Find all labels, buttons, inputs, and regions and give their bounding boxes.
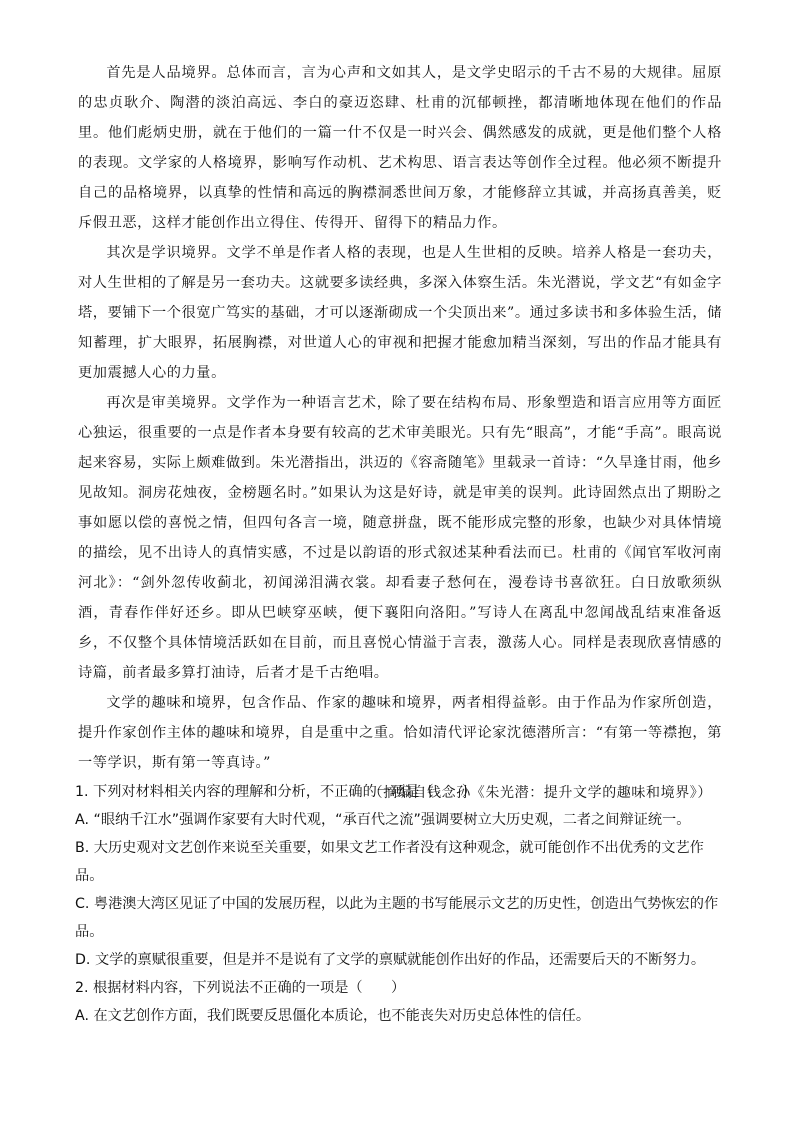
question-1-stem: 1. 下列对材料相关内容的理解和分析，不正确的一项是（ ）: [75, 784, 477, 800]
essay-source-citation: （摘编自钱念孙《朱光潜：提升文学的趣味和境界》）: [368, 785, 712, 801]
essay-paragraph-conclusion: 文学的趣味和境界，包含作品、作家的趣味和境界，两者相得益彰。由于作品为作家所创造，提升作家创作主体的趣味和境界，自是重中之重。恰如清代评论家沈德潜所言：“有第一等襟抱，第一等学识，斯有第一等真诗。”: [78, 695, 722, 771]
essay-paragraph-aesthetics: 再次是审美境界。文学作为一种语言艺术，除了要在结构布局、形象塑造和语言应用等方面匠心独运，很重要的一点是作者本身要有较高的艺术审美眼光。只有先“眼高”，才能“手高”。眼高说起来容易，实际上颇难做到。朱光潜指出，洪迈的《容斋随笔》里载录一首诗：“久旱逢甘雨，他乡见故知。洞房花烛夜，金榜题名时。”如果认为这是好诗，就是审美的误判。此诗固然点出了期盼之事如愿以偿的喜悦之情，但四句各言一境，随意拼盘，既不能形成完整的形象，也缺少对具体情境的描绘，见不出诗人的真情实感，不过是以韵语的形式叙述某种看法而已。杜甫的《闻官军收河南河北》：“剑外忽传收蓟北，初闻涕泪满衣裳。却看妻子愁何在，漫卷诗书喜欲狂。白日放歌须纵酒，青春作伴好还乡。即从巴峡穿巫峡，便下襄阳向洛阳。”写诗人在离乱中忽闻战乱结束准备返乡，不仅整个具体情境活跃如在目前，而且喜悦心情溢于言表，激荡人心。同样是表现欣喜情感的诗篇，前者最多算打油诗，后者才是千古绝唱。: [78, 395, 722, 681]
essay-body: [78, 58, 722, 808]
question-1-option-c: C. 粤港澳大湾区见证了中国的发展历程，以此为主题的书写能展示文艺的历史性，创造出气势恢宏的作品。: [75, 896, 719, 940]
essay-paragraph-personality: 首先是人品境界。总体而言，言为心声和文如其人，是文学史昭示的千古不易的大规律。屈原的忠贞耿介、陶潜的淡泊高远、李白的豪迈恣肆、杜甫的沉郁顿挫，都清晰地体现在他们的作品里。他们彪炳史册，就在于他们的一篇一什不仅是一时兴会、偶然感发的成就，更是他们整个人格的表现。文学家的人格境界，影响写作动机、艺术构思、语言表达等创作全过程。他必须不断提升自己的品格境界，以真挚的性情和高远的胸襟洞悉世间万象，才能修辞立其诚，并高扬真善美，贬斥假丑恶，这样才能创作出立得住、传得开、留得下的精品力作。: [78, 65, 722, 231]
question-2-option-a: A. 在文艺创作方面，我们既要反思僵化本质论，也不能丧失对历史总体性的信任。: [75, 1008, 591, 1024]
essay-paragraph-learning: 其次是学识境界。文学不单是作者人格的表现，也是人生世相的反映。培养人格是一套功夫，对人生世相的了解是另一套功夫。这就要多读经典，多深入体察生活。朱光潜说，学文艺“有如金字塔，要铺下一个很宽广笃实的基础，才可以逐渐砌成一个尖顶出来”。通过多读书和多体验生活，储知蓄理，扩大眼界，拓展胸襟，对世道人心的审视和把握才能愈加精当深刻，写出的作品才能具有更加震撼人心的力量。: [78, 245, 722, 381]
question-section: [75, 778, 725, 1030]
question-1-option-a: A. “眼纳千江水”强调作家要有大时代观，“承百代之流”强调要树立大历史观，二者之间辩证统一。: [75, 812, 691, 828]
question-2-stem: 2. 根据材料内容，下列说法不正确的一项是（ ）: [75, 980, 406, 996]
question-1-option-b: B. 大历史观对文艺创作来说至关重要，如果文艺工作者没有这种观念，就可能创作不出优秀的文艺作品。: [75, 840, 704, 884]
question-1-option-d: D. 文学的禀赋很重要，但是并不是说有了文学的禀赋就能创作出好的作品，还需要后天的不断努力。: [75, 952, 706, 968]
